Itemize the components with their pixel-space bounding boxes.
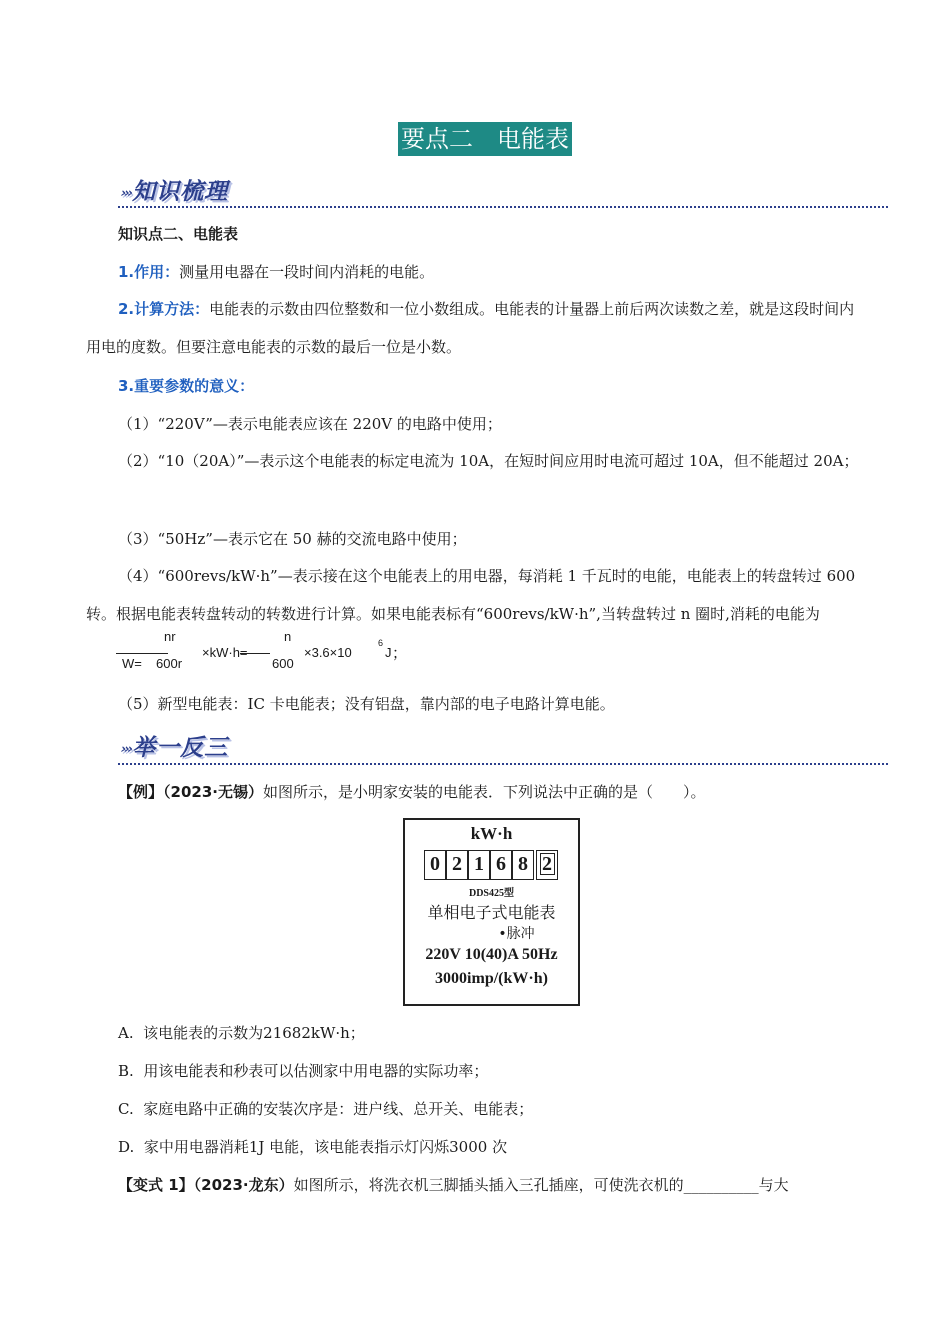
page-title: 要点二 电能表 [398,122,572,156]
param-current: （2）“10（20A）”—表示这个电能表的标定电流为 10A，在短时间应用时电流可超过 10A，但不能超过 20A； [118,452,859,470]
meter-digit: 2 [446,850,468,880]
meter-digits [424,850,578,880]
variant-source: （2023·龙东） [193,1176,294,1194]
option-letter: C. [118,1100,134,1118]
dotted-divider [118,763,888,765]
meter-imp: 3000imp/(kW·h) [435,970,548,987]
item-parameters-label: 3.重要参数的意义： [118,377,255,395]
option-a [118,1023,365,1043]
item-purpose [118,262,434,282]
option-b [118,1061,488,1081]
param-new-meter: （5）新型电能表：IC 卡电能表；没有铝盘，靠内部的电子电路计算电能。 [118,695,615,713]
variant-text: 如图所示，将洗衣机三脚插头插入三孔插座，可使洗衣机的__________与大 [293,1176,789,1194]
param-voltage: （1）“220V”—表示电能表应该在 220V 的电路中使用； [118,415,502,433]
example-text: 如图所示，是小明家安装的电能表．下列说法中正确的是（ ）。 [262,783,706,801]
variant-tag: 【变式 1】 [118,1176,194,1194]
section-heading: 知识点二、电能表 [118,225,239,243]
section-banner-knowledge [120,170,228,206]
electric-meter-figure [403,818,580,1006]
banner-arrows-icon: ››› [118,186,133,201]
formula-tail: ×3.6×10 [304,645,352,660]
formula-exponent: 6 [378,638,384,648]
item-text: 测量用电器在一段时间内消耗的电能。 [179,263,435,281]
energy-formula [90,629,392,675]
option-d [118,1137,507,1157]
item-label: 1.作用： [118,263,180,281]
dotted-divider [118,206,888,208]
meter-decimal-value: 2 [540,853,555,875]
param-revolutions [86,557,868,675]
formula-w: W= [122,656,142,671]
item-calculation [86,290,868,366]
formula-numerator-2: n [284,629,292,644]
item-label: 2.计算方法： [118,300,210,318]
meter-decimal-digit [536,850,558,880]
option-text: 家中用电器消耗1J 电能，该电能表指示灯闪烁3000 次 [143,1138,508,1156]
meter-digit: 6 [490,850,512,880]
formula-numerator: nr [164,629,176,644]
meter-digit: 1 [468,850,490,880]
formula-denominator-2: 600 [272,656,294,671]
banner-text: 举一反三 [132,735,229,761]
option-letter: D. [118,1138,135,1156]
example-tag: 【例】 [118,783,164,801]
option-letter: B. [118,1062,134,1080]
meter-spec: 220V 10(40)A 50Hz [425,946,558,963]
section-banner-practice [120,726,228,762]
meter-digit: 8 [512,850,534,880]
banner-arrows-icon: ››› [118,742,133,757]
meter-model: DDS425型 [468,888,514,899]
meter-unit: kW·h [470,824,513,843]
formula-middle: ×kW·h= [202,645,248,660]
formula-unit: J [385,645,392,660]
formula-end: ； [392,644,408,662]
option-c [118,1099,533,1119]
meter-name: 单相电子式电能表 [427,903,556,922]
variant-question [118,1175,789,1195]
item-text: 电能表的示数由四位整数和一位小数组成。电能表的计量器上前后两次读数之差，就是这段时间内用电的度数。但要注意电能表的示数的最后一位是小数。 [86,300,855,356]
fraction-bar-2 [240,653,270,654]
example-source: （2023·无锡） [163,783,263,801]
meter-pulse: •脉冲 [498,926,535,942]
formula-denominator: 600r [156,656,183,671]
banner-text: 知识梳理 [132,179,229,205]
example-question [118,782,705,802]
option-letter: A. [118,1024,134,1042]
option-text: 家庭电路中正确的安装次序是：进户线、总开关、电能表； [143,1100,534,1118]
meter-digit: 0 [424,850,446,880]
param-revolutions-text: （4）“600revs/kW·h”—表示接在这个电能表上的用电器，每消耗 1 千瓦时的电能，电能表上的转盘转过 600 转。根据电能表转盘转动的转数进行计算。如果电能表标有“600revs/kW·h”,当转盘转过 n 圈时,消耗的电能为 [86,567,856,623]
option-text: 用该电能表和秒表可以估测家中用电器的实际功率； [143,1062,489,1080]
fraction-bar [116,653,168,654]
param-frequency: （3）“50Hz”—表示它在 50 赫的交流电路中使用； [118,530,467,548]
option-text: 该电能表的示数为21682kW·h； [143,1024,365,1042]
